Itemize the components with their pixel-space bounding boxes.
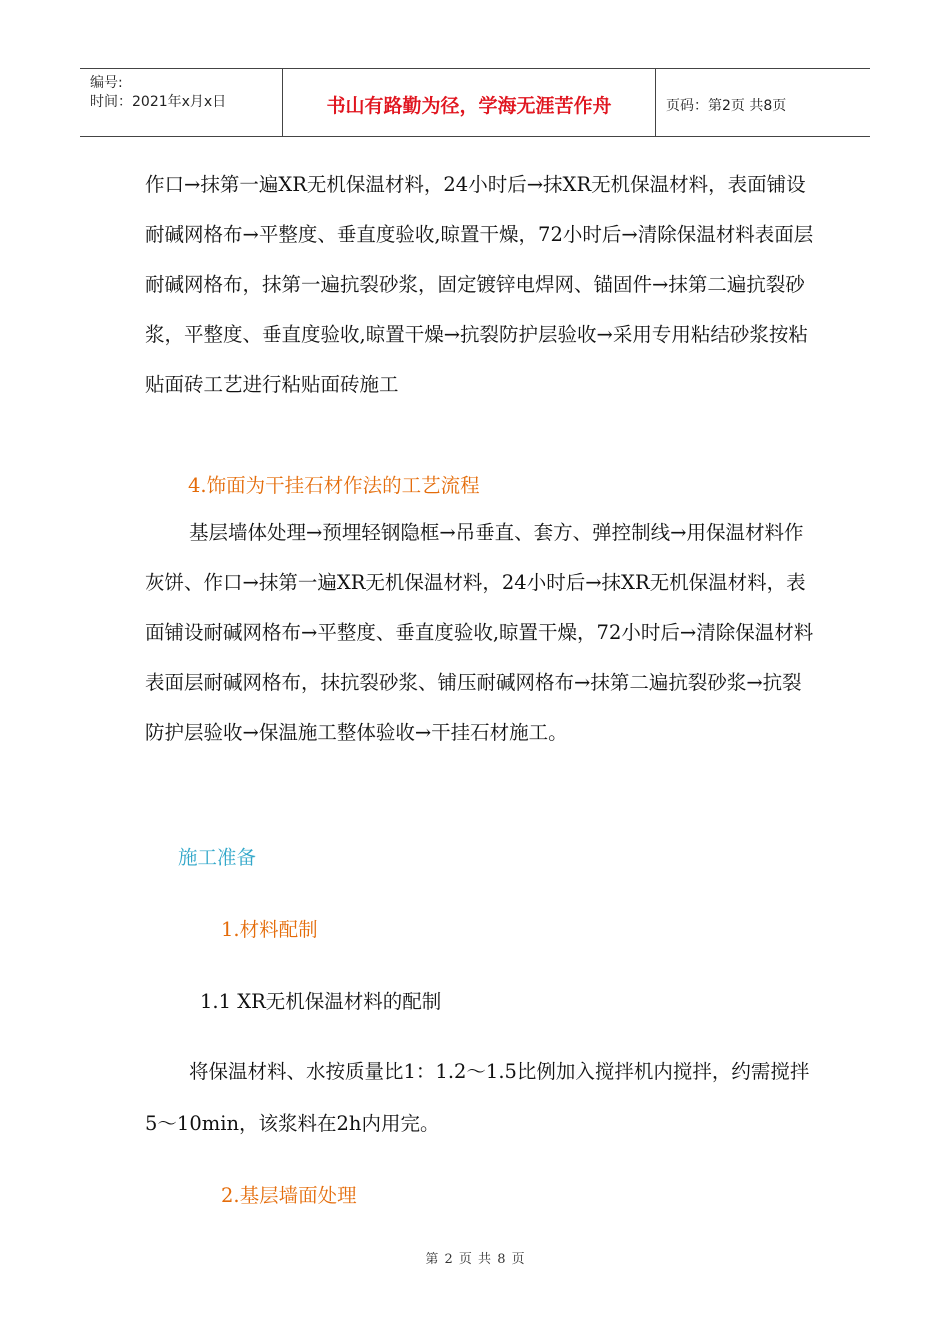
header-info-cell xyxy=(80,69,283,136)
page-footer: 第 2 页 共 8 页 xyxy=(425,1252,525,1267)
process-paragraph-2: 基层墙体处理→预埋轻钢隐框→吊垂直、套方、弹控制线→用保温材料作灰饼、作口→抹第一遍XR无机保温材料，24小时后→抹XR无机保温材料，表面铺设耐碱网格布→平整度、垂直度验收,晾置干燥，72小时后→清除保温材料表面层耐碱网格布，抹抗裂砂浆、铺压耐碱网格布→抹第二遍抗裂砂浆→抗裂防护层验收→保温施工整体验收→干挂石材施工。 xyxy=(145,521,814,744)
time-label: 时间：2021年x月x日 xyxy=(90,94,227,110)
motto: 书山有路勤为径，学海无涯苦作舟 xyxy=(326,95,612,117)
subheading-1: 1.材料配制 xyxy=(221,918,318,941)
heading-4: 4.饰面为干挂石材作法的工艺流程 xyxy=(188,474,480,497)
subheading-2: 2.基层墙面处理 xyxy=(221,1184,357,1207)
number-label: 编号: xyxy=(90,75,123,91)
section-title: 施工准备 xyxy=(178,846,257,869)
process-paragraph-1: 作口→抹第一遍XR无机保温材料，24小时后→抹XR无机保温材料，表面铺设耐碱网格布→平整度、垂直度验收,晾置干燥，72小时后→清除保温材料表面层耐碱网格布，抹第一遍抗裂砂浆，固定镀锌电焊网、锚固件→抹第二遍抗裂砂浆，平整度、垂直度验收,晾置干燥→抗裂防护层验收→采用专用粘结砂浆按粘贴面砖工艺进行粘贴面砖施工 xyxy=(145,173,814,396)
subheading-1-1: 1.1 XR无机保温材料的配制 xyxy=(200,990,442,1013)
mix-paragraph: 将保温材料、水按质量比1：1.2～1.5比例加入搅拌机内搅拌，约需搅拌5～10min，该浆料在2h内用完。 xyxy=(145,1060,810,1135)
page-header xyxy=(80,68,870,137)
header-page-cell xyxy=(656,69,870,136)
page-label: 页码：第2页 共8页 xyxy=(666,98,787,114)
header-motto-cell xyxy=(283,69,656,136)
